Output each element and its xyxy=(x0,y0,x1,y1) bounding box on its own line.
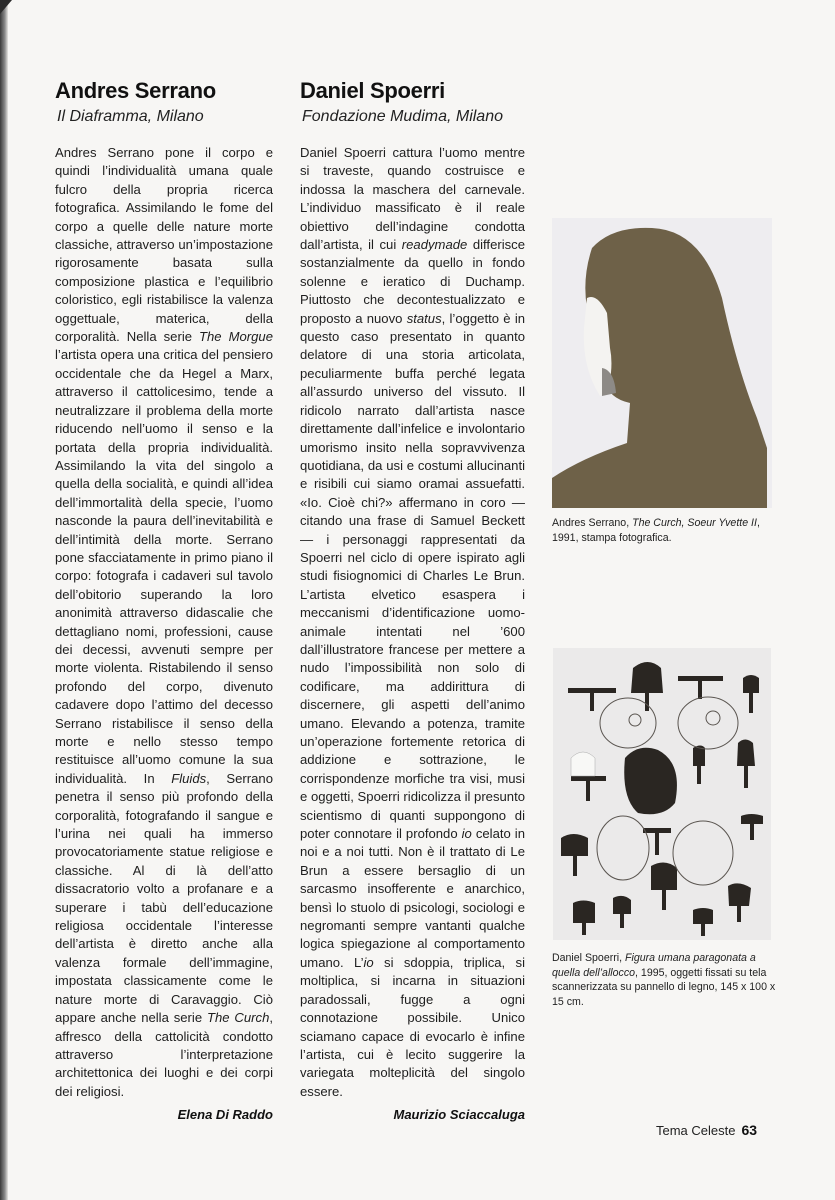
review-author: Elena Di Raddo xyxy=(177,1107,273,1123)
spoerri-artwork xyxy=(553,648,771,940)
review-body xyxy=(300,144,525,1101)
page-corner xyxy=(0,0,12,14)
italic-title: The Curch xyxy=(206,1010,270,1026)
text-run: , Serrano penetra il senso più profondo della corporalità, fotografando il sangue e l’urina nei quali ha immerso provocatoriamente statue religiose e classiche. Al di là dell’atto dissacratorio volto a profanare e a superare i tabù dell’educazione religiosa occidentale l’interesse dell’artista è diretto anche alla valenza formale dell’immagine, impostata classicamente come le nature morte di Caravaggio. Ciò appare anche nella serie xyxy=(55,770,273,1026)
book-spine-shadow xyxy=(0,0,8,1200)
text-run: Daniel Spoerri cattura l’uomo mentre si traveste, quando costruisce e indossa la maschera del carnevale. L’individuo massificato è il reale obiettivo dell’indagine condotta dall’artista, il cui xyxy=(300,145,525,253)
text-run: , affresco della cattolicità condotto attraverso l’interpretazione architettonica dei luoghi e dei corpi dei religiosi. xyxy=(55,1010,273,1099)
italic-term: io xyxy=(363,954,374,970)
italic-term: io xyxy=(461,826,472,842)
review-body xyxy=(55,144,273,1101)
text-run: , l’oggetto è in questo caso presentato in quanto delatore di una storia articolata, peculiarmente buffa perché legata all’assurdo universo del vissuto. Il ridicolo narrato dall’artista nasce direttamente dall’infelice e involontario umorismo insito nella sopravvivenza quotidiana, da usi e costumi allucinanti e risibili cui siamo oramai assuefatti. «Io. Cioè chi?» affermano in coro — citando una frase di Samuel Beckett — i personaggi rappresentati da Spoerri nel ciclo di opere ispirato agli studi fisiognomici di Charles Le Brun. L’artista elvetico esaspera i meccanismi d’identificazione uomo-animale intentati nel ’600 dall’illustratore francese per mettere a nudo l’impossibilità non solo di codificare, ma addirittura di discernere, gli aspetti dell’animo umano. Elevando a potenza, tramite un’operazione fortemente retorica di addizione e sottrazione, le corrispondenze morfiche tra visi, musi e oggetti, Spoerri ridicolizza il presunto scientismo di quanti suppongono di poter connotare il profondo xyxy=(300,310,526,842)
review-spoerri xyxy=(300,78,525,1122)
text-run: celato in noi e a noi tutti. Non è il trattato di Le Brun a essere bersaglio di un sarcasmo insofferente e anarchico, bensì lo stuolo di psicologi, sociologi e negromanti sempre vantanti qualche logica spiegazione al comportamento umano. L’ xyxy=(300,826,525,970)
text-run: differisce sostanzialmente da quello in fondo solenne e ieratico di Duchamp. Piuttosto che decontestualizzato e proposto a nuovo xyxy=(300,237,525,326)
figure-caption xyxy=(552,516,782,545)
text-run: l’artista opera una critica del pensiero occidentale che da Hegel a Marx, attraverso il cattolicesimo, tende a neutralizzare il problema della morte riducendo nell’uomo il senso e la portata della propria individualità. Assimilando la vita del singolo a quella della socialità, e quindi all’idea dell’immortalità della specie, l’uomo nasconde la paura dell’inevitabilità e dell’intimità della morte. Serrano pone sfacciatamente in primo piano il corpo: fotografa i cadaveri sul tavolo dell’obitorio superando la loro anonimità attraverso didascalie che dettagliano nomi, professioni, cause dei decessi, avvenuti sempre per morte violenta. Ristabilendo il senso profondo del corpo, divenuto cadavere dopo l’attimo del decesso Serrano ristabilisce il senso della morte e nello stesso tempo restituisce all’uomo comune la sua individualità. In xyxy=(55,347,273,786)
venue: Fondazione Mudima, Milano xyxy=(302,108,503,125)
caption-text: , 1991, stampa fotografica. xyxy=(552,517,760,544)
review-author: Maurizio Sciaccaluga xyxy=(393,1107,525,1123)
text-run: Andres Serrano pone il corpo e quindi l’individualità umana quale fulcro della propria ricerca fotografica. Assimilando le fome del corpo a quelle delle nature morte classiche, attraverso un’impostazione rigorosamente basata sulla composizione plastica e l’equilibrio coloristico, egli ristabilisce la valenza oggettuale, materica, della corporalità. Nella serie xyxy=(55,145,273,345)
text-run: si sdoppia, triplica, si moltiplica, si incarna in situazioni paradossali, fugge a ogni connotazione possibile. Unico sciamano capace di evocarlo è infine l’artista, cui è lecito suggerire la variegata molteplicità del singolo essere. xyxy=(300,954,525,1099)
serrano-photo xyxy=(552,218,772,508)
caption-text: Andres Serrano, xyxy=(552,517,633,529)
italic-term: status xyxy=(406,310,442,326)
magazine-name: Tema Celeste xyxy=(656,1123,736,1138)
figure-caption xyxy=(552,951,782,1009)
venue: Il Diaframma, Milano xyxy=(57,108,204,125)
italic-title: The Morgue xyxy=(199,329,273,345)
italic-title: Fluids xyxy=(171,770,207,786)
artist-title: Daniel Spoerri xyxy=(300,78,445,103)
review-serrano xyxy=(55,78,273,1122)
caption-text: Daniel Spoerri, xyxy=(552,952,626,964)
artist-title: Andres Serrano xyxy=(55,78,216,103)
caption-text: , 1995, oggetti fissati su tela scannerizzata su pannello di legno, 145 x 100 x 15 cm. xyxy=(552,966,776,1008)
caption-title: The Curch, Soeur Yvette II xyxy=(632,517,757,529)
italic-term: readymade xyxy=(401,237,468,253)
caption-title: Figura umana paragonata a quella dell’allocco xyxy=(552,952,756,979)
page-number: 63 xyxy=(741,1122,758,1138)
page-footer xyxy=(656,1122,757,1138)
